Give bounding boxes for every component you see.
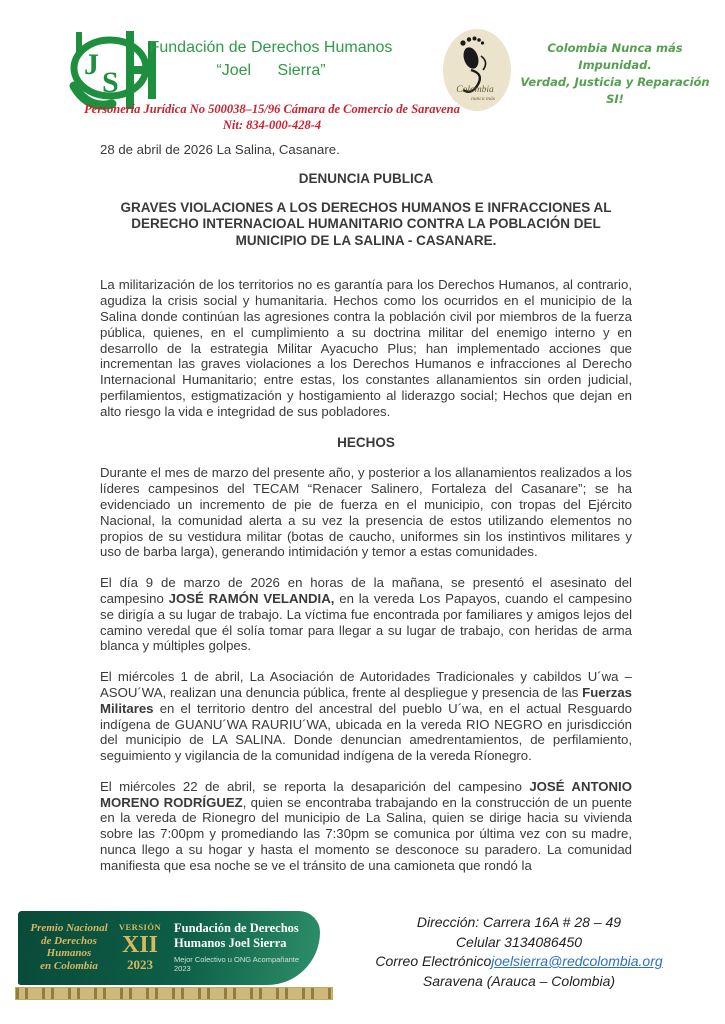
award-version-year: 2023 (127, 956, 153, 972)
contact-block (328, 913, 710, 991)
contact-location: Saravena (Arauca – Colombia) (422, 972, 616, 989)
award-title-line3: Humanos (46, 947, 92, 959)
fuerzas-militares-bold: Fuerzas Militares (100, 684, 632, 716)
document-title: DENUNCIA PUBLICA (298, 170, 434, 186)
paragraph-desaparicion-post: , quien se encontraba trabajando en la construcción de un puente en la vereda de Rionegro del municipio de La Salina, quien se dirige hacia su vivienda sobre las 7:00pm y promediando las 7:30pm se comunica por última vez con su madre, nunca llego a su hogar y hasta el momento se desconoce su paradero. La comunidad manifiesta que esa noche se ve el tránsito de una camioneta que rondó la (100, 794, 632, 873)
victim-name-jose-ramon-velandia: JOSÉ RAMÓN VELANDIA, (168, 590, 335, 606)
intro-paragraph: La militarización de los territorios no es garantía para los Derechos Humanos, al contrario, agudiza la crisis social y humanitaria. Hechos como los ocurridos en el municipio de la Salina donde continúan las agresiones contra la población civil por miembros de la fuerza pública, quienes, en el cumplimiento a su doctrina militar del enemigo interno y en desarrollo de la estrategia Militar Ayacucho Plus; han implementado acciones que incrementan las graves violaciones a los Derechos Humanos e infracciones al Derecho Internacional Humanitario; entre estas, los constantes allanamientos sin orden judicial, perfilamientos, estigmatización y hostigamiento al liderazgo social; Hechos que dejan en alto riesgo la vida e integridad de sus pobladores. (100, 277, 632, 419)
document-body (100, 142, 632, 874)
stamp-caption-line2: nunca más (471, 96, 495, 102)
legal-registration (62, 101, 482, 133)
paragraph-asouwa-pre: El miércoles 1 de abril, La Asociación de Autoridades Tradicionales y cabildos U´wa – ASOU´WA, realizan una denuncia pública, frente al despliegue y presencia de las (100, 669, 632, 700)
award-title-line1: Premio Nacional (30, 922, 108, 934)
award-version-label: VERSIÓN (118, 922, 162, 933)
paragraph-asouwa (100, 669, 632, 764)
personeria-line: Personería Jurídica No 500038–15/96 Cámara de Comercio de Saravena (84, 102, 460, 116)
paragraph-asesinato (100, 575, 632, 654)
slogan-line2: Verdad, Justicia y Reparación SI! (520, 75, 710, 106)
slogan-line1: Colombia Nunca más Impunidad. (547, 41, 683, 72)
document-subtitle: GRAVES VIOLACIONES A LOS DERECHOS HUMANOS E INFRACCIONES AL DERECHO INTERNACIOAL HUMANITARIO CONTRA LA POBLACIÓN DEL MUNICIPIO DE LA SALINA - CASANARE. (120, 199, 612, 248)
contact-email-link[interactable]: joelsierra@redcolombia.org (491, 953, 663, 969)
logo-letter-j: J (84, 48, 99, 81)
org-name-line2: “Joel Sierra” (216, 62, 326, 79)
contact-phone: Celular 3134086450 (455, 933, 583, 950)
paragraph-marzo: Durante el mes de marzo del presente año, y posterior a los allanamientos realizados a los líderes campesinos del TECAM “Renacer Salinero, Fortaleza del Casanare”; se ha evidenciado un incremento de pie de fuerza en el municipio, con tropas del Ejército Nacional, la comunidad alerta a su vez la presencia de estos utilizando elementos no propios de su vestidura militar (botas de caucho, uniformes sin los instintivos militares y uso de barba larga), generando intimidación y temor a estas comunidades. (100, 465, 632, 560)
award-version-number: XII (121, 931, 158, 958)
slogan (512, 40, 718, 108)
contact-email-label: Correo Electrónico (375, 953, 492, 969)
date-line: 28 de abril de 2026 La Salina, Casanare. (100, 142, 340, 157)
colombia-nunca-mas-logo-icon (441, 28, 513, 112)
paragraph-asesinato-pre: El día 9 de marzo de 2026 en horas de la mañana, se presentó el asesinato del campesino (100, 575, 632, 606)
org-name-line1: Fundación de Derechos Humanos (149, 39, 393, 56)
contact-address: Dirección: Carrera 16A # 28 – 49 (416, 914, 622, 930)
logo-letter-s: S (102, 66, 119, 99)
paragraph-asouwa-post: en el territorio dentro del ancestral del pueblo U´wa, en el actual Resguardo indígena de GUANU´WA RAURIU´WA, ubicada en la vereda RIO NEGRO en jurisdicción del municipio de LA SALINA. Donde denuncian amedrentamientos, de perfilamiento, seguimiento y vigilancia de la comunidad indígena de la vereda Ríonegro. (100, 700, 632, 764)
award-org-line2: Humanos Joel Sierra (174, 936, 287, 950)
award-caption: Mejor Colectivo u ONG Acompañante 2023 (174, 955, 300, 973)
paragraph-asesinato-post: en la vereda Los Papayos, cuando el campesino se dirigía a su lugar de trabajo. La víctima fue encontrada por familiares y amigos lejos del camino veredal que él solía tomar para llegar a su lugar de trabajo, con heridas de arma blanca y múltiples golpes. (100, 590, 632, 654)
award-banner (18, 911, 320, 985)
paragraph-desaparicion-pre: El miércoles 22 de abril, se reporta la desaparición del campesino (100, 778, 530, 794)
nit-line: Nit: 834-000-428-4 (222, 118, 322, 132)
section-heading-hechos: HECHOS (337, 434, 395, 450)
award-title-line4: en Colombia (40, 959, 98, 972)
award-org (174, 921, 310, 973)
paragraph-desaparicion (100, 779, 632, 874)
contact-email-line (328, 952, 710, 972)
victim-name-jose-antonio-moreno: JOSÉ ANTONIO MORENO RODRÍGUEZ (100, 778, 632, 810)
decorative-gold-strip (15, 987, 333, 1000)
award-title-line2: de Derechos (41, 934, 97, 947)
award-title (26, 922, 112, 972)
award-version (114, 923, 166, 971)
award-org-line1: Fundación de Derechos (174, 921, 299, 935)
org-title (138, 36, 404, 82)
stamp-caption-line1: Colombia (456, 85, 494, 95)
